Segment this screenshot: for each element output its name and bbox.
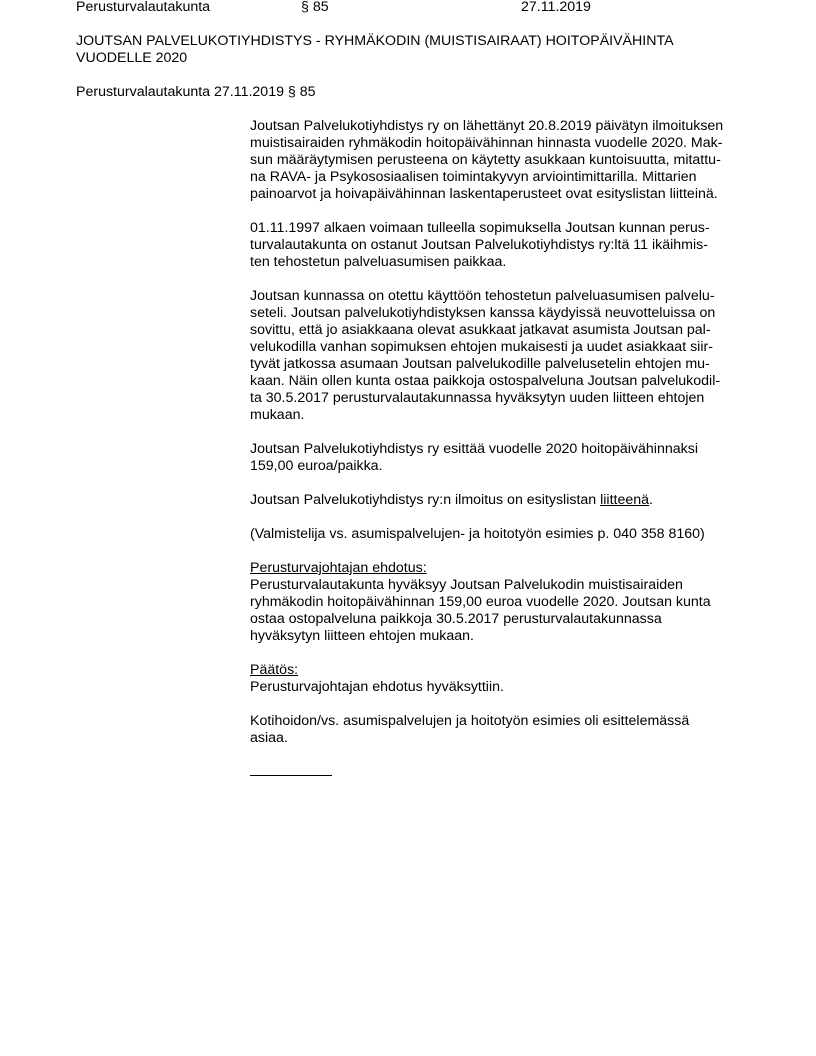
decision-section: [250, 662, 750, 696]
text-line: ten tehostetun palveluasumisen paikkaa.: [250, 254, 507, 270]
document-header: [76, 0, 776, 17]
text-line: 01.11.1997 alkaen voimaan tulleella sopimuksella Joutsan kunnan perus-: [250, 220, 710, 236]
paragraph-closing: [250, 713, 750, 747]
decision-heading: Päätös:: [250, 662, 299, 678]
text-line: turvalautakunta on ostanut Joutsan Palvelukotiyhdistys ry:ltä 11 ikäihmis-: [250, 237, 708, 253]
text-line: Perusturvalautakunta hyväksyy Joutsan Palvelukodin muistisairaiden: [250, 577, 683, 593]
paragraph-attachment: [250, 492, 750, 509]
text-line: tyvät jatkossa asumaan Joutsan palvelukodille palvelusetelin ehtojen mu-: [250, 356, 710, 372]
text-line: painoarvot ja hoivapäivähinnan laskentaperusteet ovat esityslistan liitteinä.: [250, 186, 718, 202]
text-line: ostaa ostopalveluna paikkoja 30.5.2017 perusturvalautakunnassa: [250, 611, 662, 627]
title-line: JOUTSAN PALVELUKOTIYHDISTYS - RYHMÄKODIN (MUISTISAIRAAT) HOITOPÄIVÄHINTA: [76, 33, 674, 49]
meeting-date: 27.11.2019: [521, 0, 591, 15]
proposal-section: [250, 560, 750, 645]
attachment-link[interactable]: liitteenä: [600, 492, 650, 508]
paragraph-price-proposal: [250, 441, 750, 475]
end-rule-line: [250, 764, 750, 781]
text-line: Joutsan Palvelukotiyhdistys ry on lähettänyt 20.8.2019 päivätyn ilmoituksen: [250, 118, 724, 134]
text-line: ta 30.5.2017 perusturvalautakunnassa hyväksytyn uuden liitteen ehtojen: [250, 390, 705, 406]
document-body: [250, 118, 750, 798]
text-line: ryhmäkodin hoitopäivähinnan 159,00 euroa vuodelle 2020. Joutsan kunta: [250, 594, 711, 610]
text-line: hyväksytyn liitteen ehtojen mukaan.: [250, 628, 474, 644]
text-line: na RAVA- ja Psykososiaalisen toimintakyvyn arviointimittarilla. Mittarien: [250, 169, 697, 185]
proposal-heading: Perusturvajohtajan ehdotus:: [250, 560, 427, 576]
paragraph-agreement: [250, 220, 750, 271]
text-line: .: [649, 492, 653, 508]
text-line: Joutsan Palvelukotiyhdistys ry:n ilmoitus on esityslistan: [250, 492, 601, 508]
text-line: Kotihoidon/vs. asumispalvelujen ja hoitotyön esimies oli esittelemässä: [250, 713, 690, 729]
committee-name: Perusturvalautakunta: [76, 0, 211, 15]
text-line: sovittu, että jo asiakkaana olevat asukkaat jatkavat asumista Joutsan pal-: [250, 322, 711, 338]
text-line: velukodilla vanhan sopimuksen ehtojen mukaisesti ja uudet asiakkaat siir-: [250, 339, 713, 355]
section-number: § 85: [301, 0, 329, 15]
text-line: Joutsan kunnassa on otettu käyttöön tehostetun palveluasumisen palvelu-: [250, 288, 715, 304]
text-line: mukaan.: [250, 407, 305, 423]
divider: [250, 765, 332, 776]
text-line: muistisairaiden ryhmäkodin hoitopäivähinnan hinnasta vuodelle 2020. Mak-: [250, 135, 723, 151]
paragraph-voucher: [250, 288, 750, 424]
text-line: asiaa.: [250, 730, 288, 746]
text-line: (Valmistelija vs. asumispalvelujen- ja hoitotyön esimies p. 040 358 8160): [250, 526, 705, 542]
meeting-reference: Perusturvalautakunta 27.11.2019 § 85: [76, 84, 316, 100]
text-line: kaan. Näin ollen kunta ostaa paikkoja ostospalveluna Joutsan palvelukodil-: [250, 373, 721, 389]
decision-text: Perusturvajohtajan ehdotus hyväksyttiin.: [250, 679, 504, 695]
title-line: VUODELLE 2020: [76, 50, 188, 66]
document-title: [76, 33, 756, 67]
paragraph-preparer: [250, 526, 750, 543]
text-line: 159,00 euroa/paikka.: [250, 458, 383, 474]
text-line: sun määräytymisen perusteena on käytetty asukkaan kuntoisuutta, mitattu-: [250, 152, 721, 168]
paragraph-notification: [250, 118, 750, 203]
text-line: seteli. Joutsan palvelukotiyhdistyksen kanssa käydyissä neuvotteluissa on: [250, 305, 716, 321]
text-line: Joutsan Palvelukotiyhdistys ry esittää vuodelle 2020 hoitopäivähinnaksi: [250, 441, 698, 457]
